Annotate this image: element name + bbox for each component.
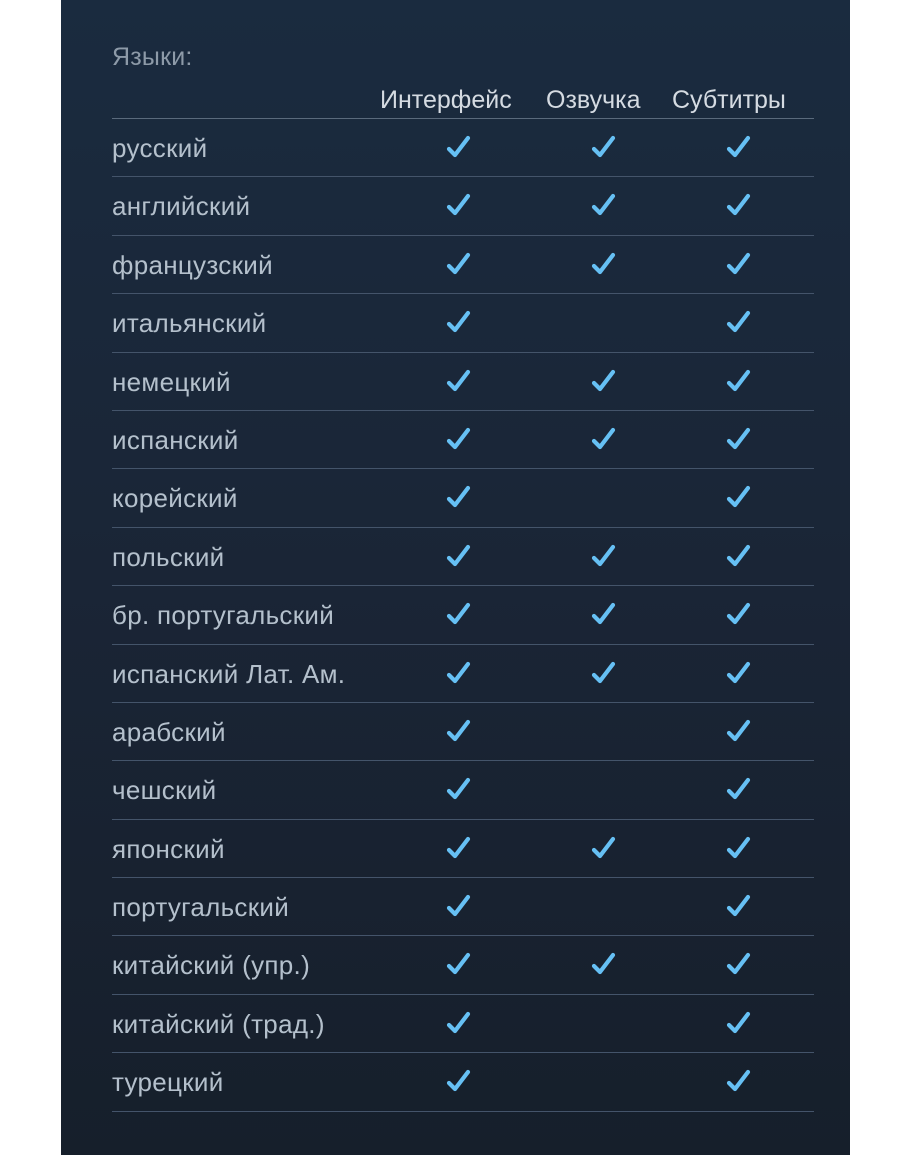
language-name: немецкий [112,366,231,397]
checkmark-icon [591,427,617,453]
language-row [112,469,814,527]
checkmark-icon [726,252,752,278]
checkmark-icon [591,544,617,570]
checkmark-icon [591,193,617,219]
language-name: чешский [112,775,217,806]
checkmark-icon [446,135,472,161]
checkmark-icon [726,1069,752,1095]
checkmark-icon [726,719,752,745]
checkmark-icon [446,1011,472,1037]
checkmark-icon [726,427,752,453]
language-name: бр. португальский [112,600,335,631]
checkmark-icon [726,135,752,161]
column-header-subtitles: Субтитры [672,86,786,114]
checkmark-icon [726,602,752,628]
checkmark-icon [591,369,617,395]
checkmark-icon [726,836,752,862]
checkmark-icon [446,369,472,395]
language-row [112,294,814,352]
language-row [112,936,814,994]
checkmark-icon [446,777,472,803]
languages-table-header [112,84,814,119]
language-row [112,761,814,819]
language-row [112,820,814,878]
language-name: корейский [112,483,238,514]
checkmark-icon [446,193,472,219]
language-row [112,995,814,1053]
checkmark-icon [726,544,752,570]
language-name: португальский [112,892,290,923]
checkmark-icon [446,836,472,862]
language-row [112,1053,814,1111]
languages-title: Языки: [112,43,193,71]
language-row [112,411,814,469]
language-row [112,586,814,644]
checkmark-icon [591,952,617,978]
checkmark-icon [591,135,617,161]
language-name: французский [112,249,273,280]
language-row [112,528,814,586]
language-name: английский [112,191,251,222]
language-name: итальянский [112,308,267,339]
checkmark-icon [726,485,752,511]
column-header-audio: Озвучка [546,86,641,114]
language-row [112,645,814,703]
language-name: арабский [112,716,226,747]
checkmark-icon [446,602,472,628]
language-row [112,177,814,235]
languages-table-body [112,119,814,1112]
checkmark-icon [591,252,617,278]
language-row [112,703,814,761]
checkmark-icon [726,1011,752,1037]
checkmark-icon [726,310,752,336]
language-name: японский [112,833,225,864]
checkmark-icon [446,661,472,687]
checkmark-icon [446,894,472,920]
checkmark-icon [446,310,472,336]
language-name: польский [112,541,225,572]
language-row [112,878,814,936]
checkmark-icon [591,661,617,687]
checkmark-icon [726,193,752,219]
language-name: испанский Лат. Ам. [112,658,346,689]
column-header-interface: Интерфейс [380,86,512,114]
checkmark-icon [446,485,472,511]
checkmark-icon [591,836,617,862]
checkmark-icon [726,777,752,803]
language-name: китайский (трад.) [112,1008,325,1039]
checkmark-icon [446,427,472,453]
checkmark-icon [726,369,752,395]
checkmark-icon [726,661,752,687]
checkmark-icon [446,719,472,745]
language-row [112,119,814,177]
language-name: китайский (упр.) [112,950,311,981]
language-name: испанский [112,424,239,455]
checkmark-icon [591,602,617,628]
language-row [112,236,814,294]
language-name: турецкий [112,1067,224,1098]
checkmark-icon [726,894,752,920]
checkmark-icon [446,952,472,978]
checkmark-icon [446,544,472,570]
checkmark-icon [726,952,752,978]
checkmark-icon [446,1069,472,1095]
checkmark-icon [446,252,472,278]
language-name: русский [112,133,208,163]
language-row [112,353,814,411]
